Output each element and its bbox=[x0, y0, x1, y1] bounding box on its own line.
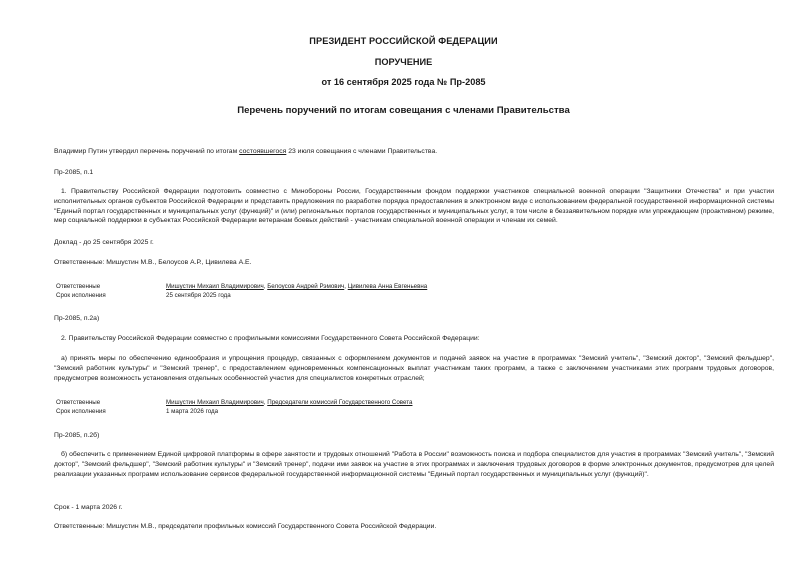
section1-code: Пр-2085, п.1 bbox=[54, 169, 94, 176]
issuer-heading: ПРЕЗИДЕНТ РОССИЙСКОЙ ФЕДЕРАЦИИ bbox=[309, 36, 498, 46]
section1-responsible-persons: Мишустин Михаил Владимирович, Белоусов Андрей Рэмович, Цивилева Анна Евгеньевна bbox=[166, 283, 428, 290]
person-link[interactable]: Мишустин Михаил Владимирович bbox=[166, 283, 264, 290]
intro-link-word[interactable]: состоявшегося bbox=[239, 148, 287, 155]
intro-paragraph bbox=[54, 147, 770, 157]
section2a-code: Пр-2085, п.2а) bbox=[54, 315, 100, 322]
person-link[interactable]: Цивилева Анна Евгеньевна bbox=[347, 283, 428, 290]
section2a-responsible-persons: Мишустин Михаил Владимирович, Председатели комиссий Государственного Совета bbox=[166, 399, 413, 406]
intro-text-before: Владимир Путин утвердил перечень поручений по итогам bbox=[54, 148, 240, 155]
section1-responsible: Ответственные: Мишустин М.В., Белоусов А.Р., Цивилева А.Е. bbox=[54, 259, 252, 266]
section1-deadline-label: Срок исполнения bbox=[56, 292, 106, 299]
section2a-deadline-label: Срок исполнения bbox=[56, 408, 106, 415]
section1-deadline: Доклад - до 25 сентября 2025 г. bbox=[54, 239, 154, 246]
section2a-responsible-label: Ответственные bbox=[56, 399, 101, 406]
section1-deadline-date: 25 сентября 2025 года bbox=[166, 292, 231, 299]
person-link[interactable]: Белоусов Андрей Рэмович bbox=[267, 283, 345, 290]
section2-intro: 2. Правительству Российской Федерации совместно с профильными комиссиями Государственного Совета Российской Федерации: bbox=[61, 335, 480, 342]
person-link[interactable]: Мишустин Михаил Владимирович bbox=[166, 399, 264, 406]
section2b-code: Пр-2085, п.2б) bbox=[54, 432, 100, 439]
section2a-deadline-date: 1 марта 2026 года bbox=[166, 408, 219, 415]
section2b-text: б) обеспечить с применением Единой цифровой платформы в сфере занятости и трудовых отношений "Работа в России" возможность поиска и подбора специалистов для участия в программах "Земский учитель", "Земский доктор", "Земский фельдшер", "Земский работник культуры" и "Земский тренер", подачи ими заявок на участие в этих программах и заключения трудовых договоров в форме электронных документов, предусмотрев для целей реализации указанных программ использование сервисов федеральной государственной информационной системы "Единый портал государственных и муниципальных услуг (функций)". bbox=[54, 451, 774, 478]
section2b-responsible: Ответственные: Мишустин М.В., председатели профильных комиссий Государственного Совета Российской Федерации. bbox=[54, 523, 437, 530]
section2b-deadline: Срок - 1 марта 2026 г. bbox=[54, 504, 123, 511]
document-type-heading: ПОРУЧЕНИЕ bbox=[374, 57, 433, 67]
document-title: Перечень поручений по итогам совещания с членами Правительства bbox=[237, 105, 570, 116]
intro-text-after: 23 июля совещания с членами Правительства. bbox=[286, 148, 438, 155]
document-date-number: от 16 сентября 2025 года № Пр-2085 bbox=[321, 77, 486, 87]
section1-responsible-label: Ответственные bbox=[56, 283, 101, 290]
section2a-text: а) принять меры по обеспечению единообразия и упрощения процедур, связанных с оформлением документов и подачей заявок на участие в программах "Земский учитель", "Земский доктор", "Земский фельдшер", "Земский работник культуры" и "Земский тренер", с предоставлением единовременных компенсационных выплат участникам таких программ, а также с заключением участниками этих программ трудовых договоров, предусмотрев возможность установления отдельных особенностей участия для специалистов конкретных отраслей; bbox=[54, 355, 774, 382]
section1-text: 1. Правительству Российской Федерации подготовить совместно с Минобороны России, Государственным фондом поддержки участников специальной военной операции "Защитники Отечества" и при участии исполнительных органов субъектов Российской Федерации и представить предложения по разработке порядка предоставления в электронном виде с использованием федеральной государственной информационной системы "Единый портал государственных и муниципальных услуг (функций)" и (или) региональных порталов государственных и муниципальных услуг, в том числе в беззаявительном порядке или упреждающем (проактивном) режиме, мер социальной поддержки в субъектах Российской Федерации ветеранам боевых действий - участникам специальной военной операции и членам их семей. bbox=[54, 188, 774, 225]
person-link[interactable]: Председатели комиссий Государственного Совета bbox=[267, 399, 413, 406]
